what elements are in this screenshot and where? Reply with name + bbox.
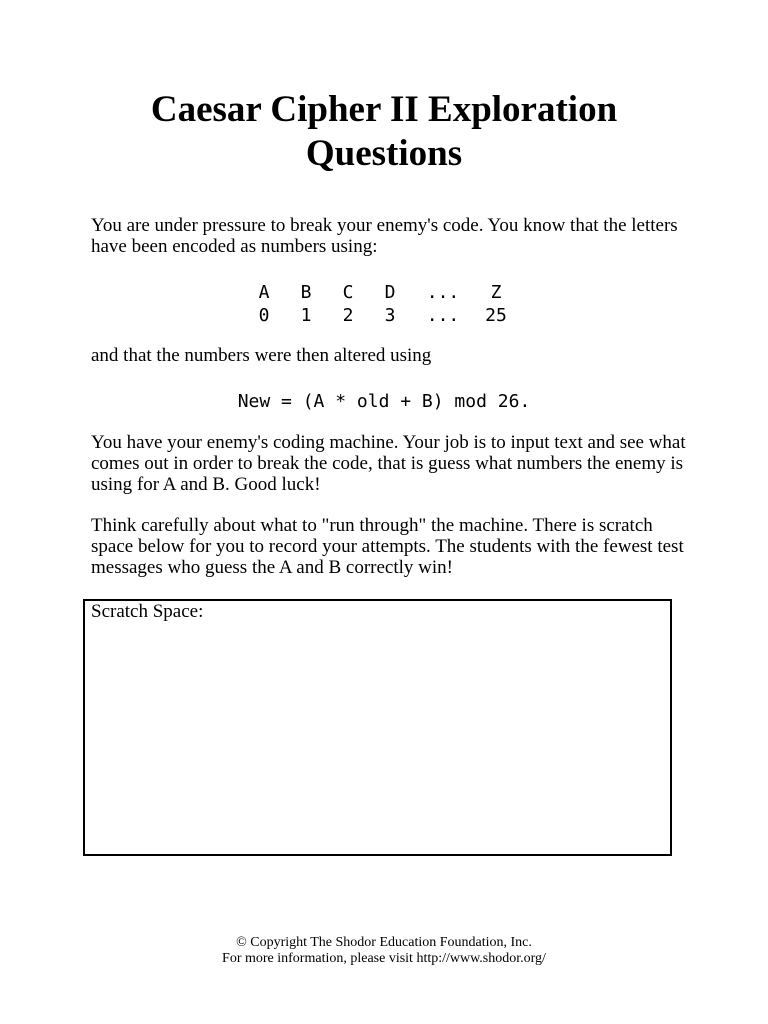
page-title-line-2: Questions [305,133,463,174]
footer-info: For more information, please visit http://www.shodor.org/ [222,951,546,966]
footer [0,935,768,967]
encoding-letter: A [258,282,270,303]
scratch-space-box[interactable] [83,599,672,856]
encoding-letter: ... [426,282,460,303]
encoding-table [243,281,517,327]
footer-copyright: © Copyright The Shodor Education Foundation, Inc. [236,935,532,950]
instructions-paragraph: Think carefully about what to "run through" the machine. There is scratch space below for you to record your attempts. The students with the fewest test messages who guess the A and B correctly win! [91,515,684,578]
encoding-letter: C [342,282,354,303]
encoding-number: 0 [258,305,270,326]
encoding-letter: Z [490,282,502,303]
scratch-space-label: Scratch Space: [91,601,204,622]
page-title [0,88,768,176]
encoding-number: 25 [485,305,507,326]
encoding-letter: D [384,282,396,303]
page-title-line-1: Caesar Cipher II Exploration [150,89,618,130]
encoding-number: ... [426,305,460,326]
machine-paragraph: You have your enemy's coding machine. Your job is to input text and see what comes out in order to break the code, that is guess what numbers the enemy is using for A and B. Good luck! [91,432,686,495]
encoding-letters-row [243,281,517,304]
intro-paragraph: You are under pressure to break your enemy's code. You know that the letters have been encoded as numbers using: [91,215,678,257]
cipher-formula: New = (A * old + B) mod 26. [237,391,531,412]
encoding-letter: B [300,282,312,303]
encoding-number: 2 [342,305,354,326]
altered-paragraph: and that the numbers were then altered using [91,345,432,366]
encoding-numbers-row [243,304,517,327]
encoding-number: 3 [384,305,396,326]
encoding-number: 1 [300,305,312,326]
